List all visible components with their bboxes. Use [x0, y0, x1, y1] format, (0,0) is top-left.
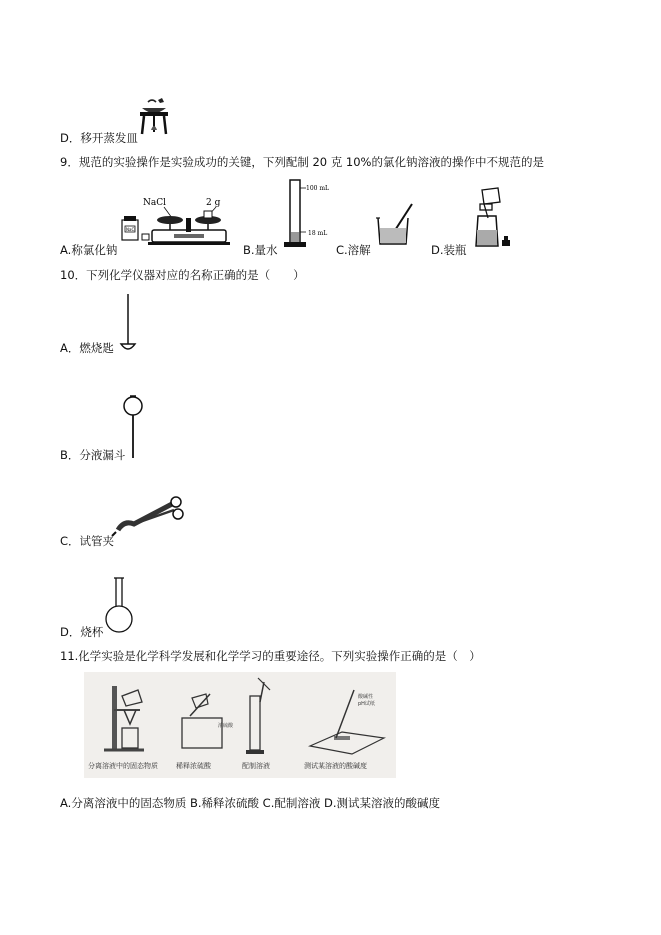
- q9-stem: 9．规范的实验操作是实验成功的关键，下列配制 20 克 10%的氯化钠溶液的操作中不规范的是: [60, 155, 544, 169]
- photo-caption-4: 测试某溶液的酸碱度: [304, 762, 367, 770]
- flask-figure: [104, 576, 134, 636]
- photo-caption-2: 稀释浓硫酸: [176, 762, 211, 770]
- q11-stem: 11.化学实验是化学科学发展和化学学习的重要途径。下列实验操作正确的是（ ）: [60, 649, 481, 663]
- q10-stem: 10．下列化学仪器对应的名称正确的是（ ）: [60, 268, 305, 282]
- balance-figure: [118, 194, 242, 250]
- q11-figure-strip: [84, 672, 396, 778]
- photo-caption-1: 分离溶液中的固态物质: [88, 762, 158, 770]
- q9-option-a: A.称氯化钠: [60, 243, 118, 257]
- q9-option-c: C.溶解: [336, 243, 371, 257]
- q10-option-d: D．烧杯: [60, 625, 104, 639]
- q8-option-d: D．移开蒸发皿: [60, 131, 138, 145]
- q9-option-b: B.量水: [243, 243, 278, 257]
- bottle-figure: [470, 186, 532, 250]
- mass-label: 2 g: [206, 198, 221, 208]
- q9-option-d: D.装瓶: [431, 243, 467, 257]
- evaporating-dish-figure: [134, 96, 174, 136]
- combustion-spoon-figure: [118, 292, 138, 356]
- q10-option-c: C．试管夹: [60, 534, 115, 548]
- acid-label: 浓硫酸: [218, 723, 234, 729]
- vol-100-label: 100 mL: [306, 185, 330, 192]
- photo-caption-3: 配制溶液: [242, 762, 270, 770]
- tube-holder-figure: [110, 494, 190, 538]
- strip-label-2: pH试纸: [358, 701, 375, 707]
- dissolve-figure: [372, 198, 422, 248]
- vol-18-label: 18 mL: [308, 230, 328, 237]
- cylinder-figure: [282, 178, 336, 250]
- nacl-label: NaCl: [143, 198, 167, 208]
- jar-label: NaCl: [126, 227, 136, 232]
- q11-options: A.分离溶液中的固态物质 B.稀释浓硫酸 C.配制溶液 D.测试某溶液的酸碱度: [60, 796, 441, 810]
- q10-option-a: A．燃烧匙: [60, 341, 114, 355]
- strip-label-1: 酸碱性: [358, 694, 374, 700]
- q10-option-b: B．分液漏斗: [60, 448, 126, 462]
